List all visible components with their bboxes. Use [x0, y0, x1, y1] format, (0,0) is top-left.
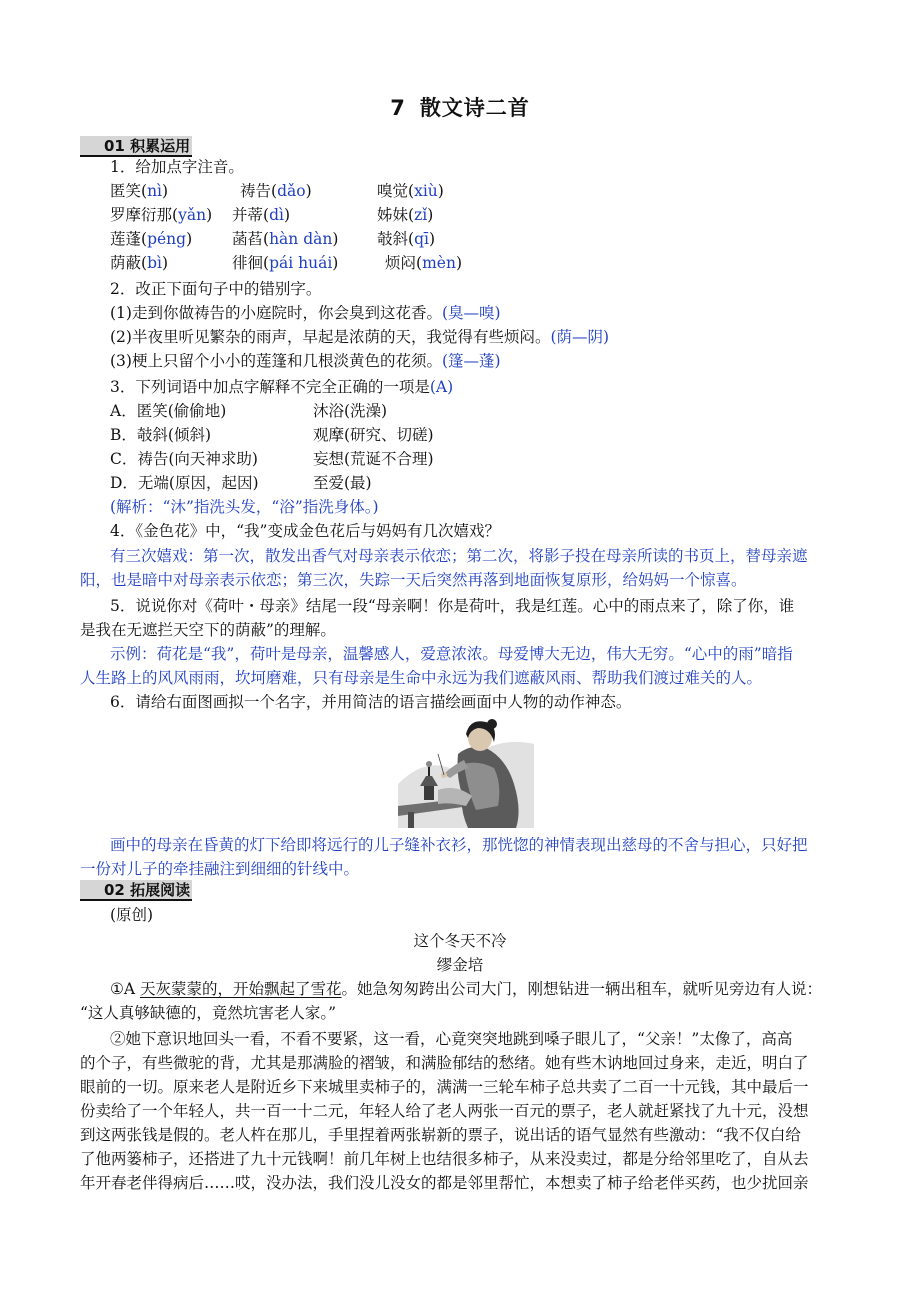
- correction-item: (3)梗上只留个小小的莲篷和几根淡黄色的花须。(篷—蓬): [110, 352, 501, 370]
- correction-item: (2)半夜里听见繁杂的雨声，早起是浓荫的天，我觉得有些烦闷。(荫—阴): [110, 328, 610, 346]
- pinyin-item: 嗅觉(xiù): [377, 182, 444, 200]
- question-4: 4．《金色花》中，“我”变成金色花后与妈妈有几次嬉戏？: [110, 522, 500, 540]
- mother-sewing-illustration: [398, 714, 534, 828]
- option-b-second: 观摩(研究、切磋): [313, 426, 434, 444]
- explanation-3: (解析：“沐”指洗头发，“浴”指洗身体。): [110, 498, 379, 516]
- pinyin-item: 徘徊(pái huái): [232, 254, 339, 272]
- page-title: [0, 92, 920, 122]
- paragraph-2-line: 年开春老伴得病后……哎，没办法，我们没儿没女的都是邻里帮忙，本想卖了柿子给老伴买药，也少扰回亲: [80, 1174, 809, 1192]
- answer-4-line: 阳，也是暗中对母亲表示依恋；第三次，失踪一天后突然再落到地面恢复原形，给妈妈一个惊喜。: [80, 571, 747, 589]
- pinyin-item: 烦闷(mèn): [385, 254, 462, 272]
- lesson-number: 7: [390, 96, 406, 120]
- option-a-second: 沐浴(洗澡): [313, 402, 388, 420]
- underlined-sentence: 天灰蒙蒙的，开始飘起了雪花: [140, 980, 342, 998]
- pinyin-item: 匿笑(nì): [110, 182, 169, 200]
- section-header-accumulation: 01 积累运用: [80, 136, 192, 157]
- pinyin-item: 罗摩衍那(yǎn): [110, 206, 213, 224]
- option-d: D．无端(原因，起因): [110, 474, 259, 492]
- source-note: (原创): [110, 906, 154, 924]
- paragraph-1-line: ①A 天灰蒙蒙的，开始飘起了雪花。她急匆匆跨出公司大门，刚想钻进一辆出租车，就听见旁边有人说：: [110, 980, 823, 998]
- question-3: 3．下列词语中加点字解释不完全正确的一项是(A): [110, 378, 454, 396]
- option-a: A．匿笑(偷偷地): [110, 402, 227, 420]
- question-2: 2．改正下面句子中的错别字。: [110, 280, 322, 298]
- paragraph-2-line: 了他两篓柿子，还搭进了九十元钱啊！前几年树上也结很多柿子，从来没卖过，都是分给邻里吃了，自从去: [80, 1150, 809, 1168]
- pinyin-item: 并蒂(dì): [232, 206, 291, 224]
- paragraph-1-line: “这人真够缺德的，竟然坑害老人家。”: [80, 1004, 337, 1022]
- paragraph-2-line: 眼前的一切。原来老人是附近乡下来城里卖柿子的，满满一三轮车柿子总共卖了二百一十元钱，其中最后一: [80, 1078, 809, 1096]
- answer-5-line: 示例：荷花是“我”，荷叶是母亲，温馨感人，爱意浓浓。母爱博大无边，伟大无穷。“心中的雨”暗指: [110, 645, 793, 663]
- section-header-reading: 02 拓展阅读: [80, 880, 192, 901]
- option-c: C．祷告(向天神求助): [110, 450, 258, 468]
- pinyin-item: 荫蔽(bì): [110, 254, 169, 272]
- pinyin-item: 祷告(dǎo): [240, 182, 312, 200]
- article-title: 这个冬天不冷: [413, 932, 507, 950]
- answer-3: (A): [429, 378, 454, 396]
- correction-item: (1)走到你做祷告的小庭院时，你会臭到这花香。(臭—嗅): [110, 304, 501, 322]
- option-c-second: 妄想(荒诞不合理): [313, 450, 434, 468]
- article-author: 缪金培: [436, 956, 484, 974]
- paragraph-2-line: 到这两张钱是假的。老人杵在那儿，手里捏着两张崭新的票子，说出话的语气显然有些激动：“我不仅白给: [80, 1126, 801, 1144]
- option-b: B．攲斜(倾斜): [110, 426, 211, 444]
- answer-5-line: 人生路上的风风雨雨，坎坷磨难，只有母亲是生命中永远为我们遮蔽风雨、帮助我们渡过难关的人。: [80, 669, 763, 687]
- pinyin-item: 莲蓬(péng): [110, 230, 193, 248]
- answer-6-line: 画中的母亲在昏黄的灯下给即将远行的儿子缝补衣衫，那恍惚的神情表现出慈母的不舍与担心，只好把: [110, 836, 808, 854]
- answer-4-line: 有三次嬉戏：第一次，散发出香气对母亲表示依恋；第二次，将影子投在母亲所读的书页上，替母亲遮: [110, 547, 808, 565]
- paragraph-2-line: ②她下意识地回头一看，不看不要紧，这一看，心竟突突地跳到嗓子眼儿了，“父亲！”太像了，高高: [110, 1030, 793, 1048]
- paragraph-2-line: 的个子，有些微驼的背，尤其是那满脸的褶皱，和满脸郁结的愁绪。她有些木讷地回过身来，走近，明白了: [80, 1054, 809, 1072]
- pinyin-item: 攲斜(qī): [377, 230, 436, 248]
- answer-6-line: 一份对儿子的牵挂融注到细细的针线中。: [80, 860, 360, 878]
- question-6: 6．请给右面图画拟一个名字，并用简洁的语言描绘画面中人物的动作神态。: [110, 693, 632, 711]
- question-1: 1．给加点字注音。: [110, 158, 244, 176]
- pinyin-item: 姊妹(zǐ): [377, 206, 434, 224]
- lesson-title: 散文诗二首: [419, 96, 530, 120]
- paragraph-2-line: 份卖给了一个年轻人，共一百一十二元，年轻人给了老人两张一百元的票子，老人就赶紧找了九十元，没想: [80, 1102, 809, 1120]
- question-5-line: 5．说说你对《荷叶・母亲》结尾一段“母亲啊！你是荷叶，我是红莲。心中的雨点来了，除了你，谁: [110, 597, 795, 615]
- question-5-line: 是我在无遮拦天空下的荫蔽”的理解。: [80, 621, 336, 639]
- option-d-second: 至爱(最): [313, 474, 372, 492]
- pinyin-item: 菡萏(hàn dàn): [232, 230, 339, 248]
